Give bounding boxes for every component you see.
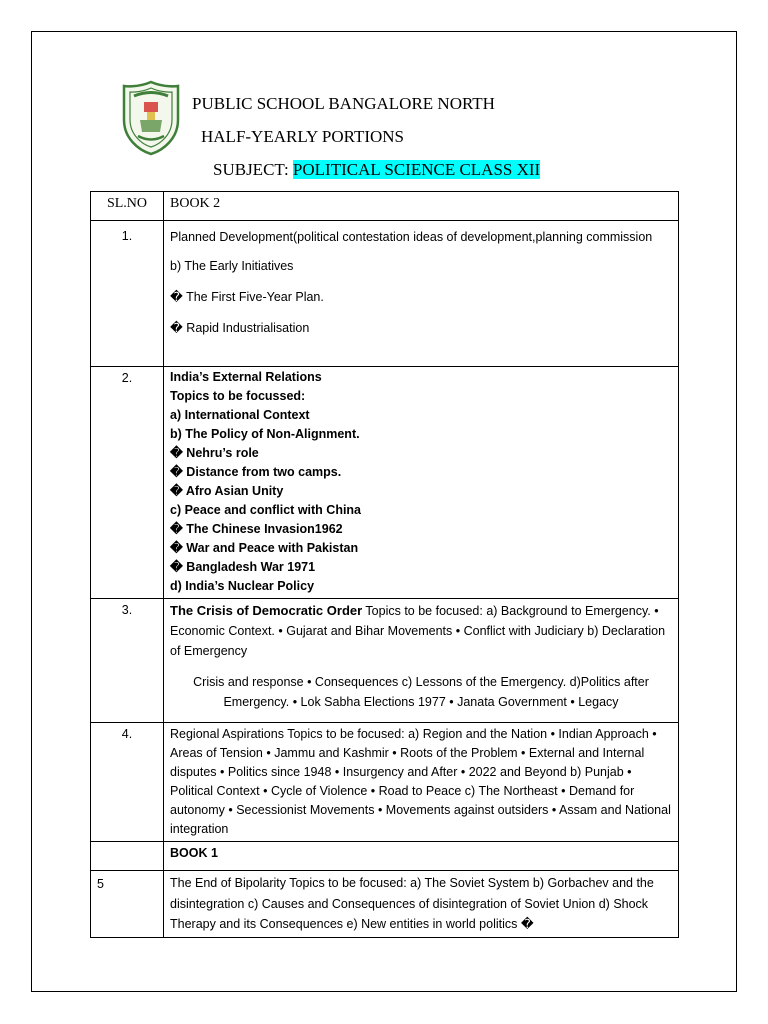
row-content: Regional Aspirations Topics to be focused: a) Region and the Nation • Indian Approach • Areas of Tension • Jammu and Kashmir • Roots of the Problem • External and Internal disputes • Politics since 1948 • Insurgency and After • 2022 and Beyond b) Punjab • Political Context • Cycle of Violence • Road to Peace c) The Northeast • Demand for autonomy • Secessionist Movements • Movements against outsiders • Assam and National integration [164, 723, 679, 842]
col-header-slno: SL.NO [91, 192, 164, 221]
portions-table [90, 191, 679, 938]
row-line: b) The Early Initiatives [170, 259, 294, 273]
row-line: � Nehru’s role [170, 446, 259, 460]
row-line: � Bangladesh War 1971 [170, 560, 316, 574]
row-content: The End of Bipolarity Topics to be focused: a) The Soviet System b) Gorbachev and the disintegration c) Causes and Consequences of disintegration of Soviet Union d) Shock Therapy and its Consequences e) New entities in world politics � [164, 871, 679, 938]
book-label: BOOK 1 [164, 842, 679, 871]
row-line: � Afro Asian Unity [170, 484, 284, 498]
row-text-2: Crisis and response • Consequences c) Lessons of the Emergency. d)Politics after Emergency. • Lok Sabha Elections 1977 • Janata Government • Legacy [193, 675, 649, 709]
row-line: � War and Peace with Pakistan [170, 541, 359, 555]
row-line: India’s External Relations [170, 370, 322, 384]
subject-value: POLITICAL SCIENCE CLASS XII [292, 160, 541, 179]
row-content [164, 599, 679, 723]
row-line: Topics to be focussed: [170, 389, 306, 403]
table-row [91, 871, 679, 938]
subject-line [213, 160, 540, 180]
row-line: b) The Policy of Non-Alignment. [170, 427, 360, 441]
row-line: � The Chinese Invasion1962 [170, 522, 343, 536]
row-line: a) International Context [170, 408, 310, 422]
row-slno: 3. [91, 599, 164, 723]
school-name: PUBLIC SCHOOL BANGALORE NORTH [192, 94, 495, 113]
row-line: � Rapid Industrialisation [170, 321, 310, 335]
school-crest-icon [120, 80, 182, 156]
row-line: � Distance from two camps. [170, 465, 342, 479]
col-header-book: BOOK 2 [164, 192, 679, 221]
table-header-row [91, 192, 679, 221]
row-slno: 1. [91, 221, 164, 367]
table-row [91, 723, 679, 842]
row-slno: 4. [91, 723, 164, 842]
row-title: The Crisis of Democratic Order [170, 603, 363, 618]
row-line: Planned Development(political contestation ideas of development,planning commission [170, 230, 653, 244]
table-row [91, 221, 679, 367]
row-slno: 2. [91, 367, 164, 599]
row-line: c) Peace and conflict with China [170, 503, 362, 517]
row-slno: 5 [91, 871, 164, 938]
row-content [164, 367, 679, 599]
row-slno [91, 842, 164, 871]
row-text: Topics to be focused: a) Background to Emergency. • Economic Context. • Gujarat and Bihar Movements • Conflict with Judiciary b) Declaration of Emergency [170, 604, 666, 658]
row-paragraph [170, 601, 672, 661]
table-row [91, 842, 679, 871]
row-line: � The First Five-Year Plan. [170, 290, 324, 304]
term-title: HALF-YEARLY PORTIONS [201, 127, 405, 146]
row-content [164, 221, 679, 367]
table-row [91, 599, 679, 723]
row-line: d) India’s Nuclear Policy [170, 579, 315, 593]
subject-label: SUBJECT: [213, 160, 293, 179]
table-row [91, 367, 679, 599]
